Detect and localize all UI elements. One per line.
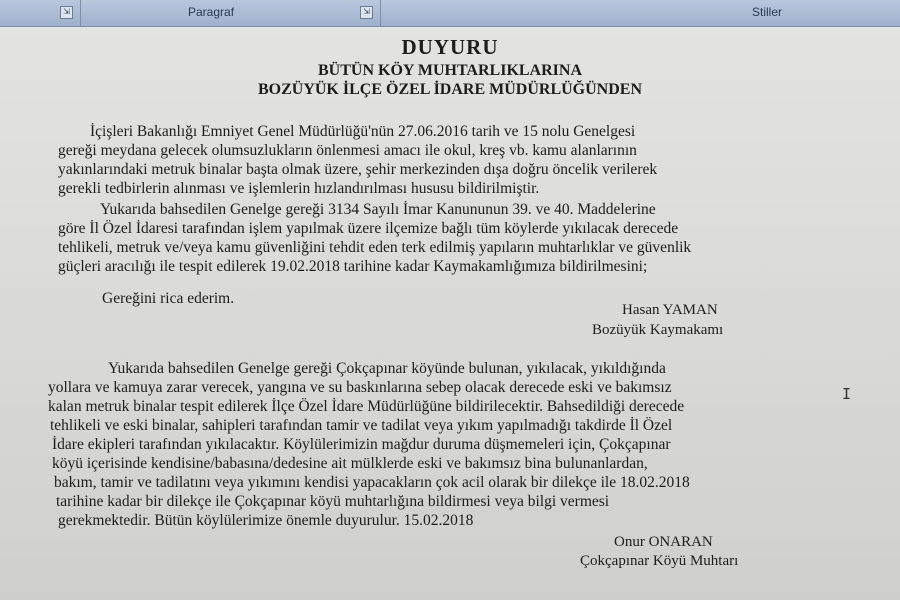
- paragraph-3-line: bakım, tamir ve tadilatını veya yıkımını kendisi yapacakların çok acil olarak bir dilekçe ile 18.02.2018: [54, 474, 690, 491]
- document-page[interactable]: [0, 27, 900, 600]
- paragraph-3-line: tarihine kadar bir dilekçe ile Çokçapınar köyü muhtarlığına bildirmesi veya bilgi vermesi: [56, 493, 610, 510]
- paragraph-2-line: tehlikeli, metruk ve/veya kamu güvenliğini tehdit eden terk edilmiş yapıların muhtarlıklar ve güvenlik: [58, 239, 692, 256]
- paragraph-3-line: tehlikeli ve eski binalar, sahipleri tarafından tamir ve tadilat veya yıkım yapılmadığı takdirde İl Özel: [50, 417, 673, 434]
- paragraph-3-line: Yukarıda bahsedilen Genelge gereği Çokçapınar köyünde bulunan, yıkılacak, yıkıldığında: [108, 360, 666, 377]
- paragraph-dialog-launcher-icon[interactable]: ⇲: [360, 6, 373, 19]
- paragraph-3-line: gerekmektedir. Bütün köylülerimize önemle duyurulur. 15.02.2018: [58, 512, 474, 529]
- paragraph-1-line: gerekli tedbirlerin alınması ve işlemlerin hızlandırılması hususu bildirilmiştir.: [58, 180, 540, 197]
- paragraph-3-line: yollara ve kamuya zarar verecek, yangına ve su baskınlarına sebep olacak derecede eski ve bakımsız: [48, 379, 672, 396]
- font-dialog-launcher-icon[interactable]: ⇲: [60, 6, 73, 19]
- paragraph-3-line: kalan metruk binalar tespit edilerek İlçe Özel İdare Müdürlüğüne bildirilecektir. Bahsedildiği derecede: [48, 398, 685, 415]
- ribbon-divider: [80, 0, 81, 26]
- paragraph-1-line: yakınlarındaki metruk binalar başta olmak üzere, şehir merkezinden dışa doğru öncelik verilerek: [58, 161, 658, 178]
- document-title: DUYURU: [401, 35, 499, 59]
- ribbon-group-styles: Stiller: [752, 5, 783, 19]
- ribbon-divider: [380, 0, 381, 26]
- signer-2-title: Çokçapınar Köyü Muhtarı: [580, 553, 739, 569]
- text-cursor-icon: I: [842, 385, 852, 403]
- document-subtitle-sender: BOZÜYÜK İLÇE ÖZEL İDARE MÜDÜRLÜĞÜNDEN: [257, 81, 643, 98]
- ribbon-bar: [0, 0, 900, 27]
- paragraph-3-line: İdare ekipleri tarafından yıkılacaktır. Köylülerimizin mağdur duruma düşmemeleri için, Çokçapınar: [52, 436, 671, 453]
- paragraph-3-line: köyü içerisinde kendisine/babasına/dedesine ait mülklerde eski ve bakımsız bina bulunanlardan,: [52, 455, 648, 472]
- signer-2-name: Onur ONARAN: [614, 534, 713, 550]
- paragraph-1-line: gereği meydana gelecek olumsuzlukların önlenmesi amacı ile okul, kreş vb. kamu alanlarının: [58, 142, 637, 159]
- ribbon-group-paragraph: Paragraf: [188, 5, 235, 19]
- signer-1-name: Hasan YAMAN: [622, 302, 718, 318]
- document-subtitle-recipient: BÜTÜN KÖY MUHTARLIKLARINA: [317, 62, 582, 79]
- signer-1-title: Bozüyük Kaymakamı: [592, 322, 724, 338]
- paragraph-1-line: İçişleri Bakanlığı Emniyet Genel Müdürlüğü'nün 27.06.2016 tarih ve 15 nolu Genelgesi: [90, 123, 636, 140]
- closing-line: Gereğini rica ederim.: [102, 290, 235, 307]
- paragraph-2-line: Yukarıda bahsedilen Genelge gereği 3134 Sayılı İmar Kanununun 39. ve 40. Maddelerine: [100, 201, 656, 218]
- paragraph-2-line: güçleri aracılığı ile tespit edilerek 19.02.2018 tarihine kadar Kaymakamlığımıza bildirilmesini;: [58, 258, 648, 275]
- paragraph-2-line: göre İl Özel İdaresi tarafından işlem yapılmak üzere ilçemize bağlı tüm köylerde yıkılacak derecede: [58, 220, 679, 237]
